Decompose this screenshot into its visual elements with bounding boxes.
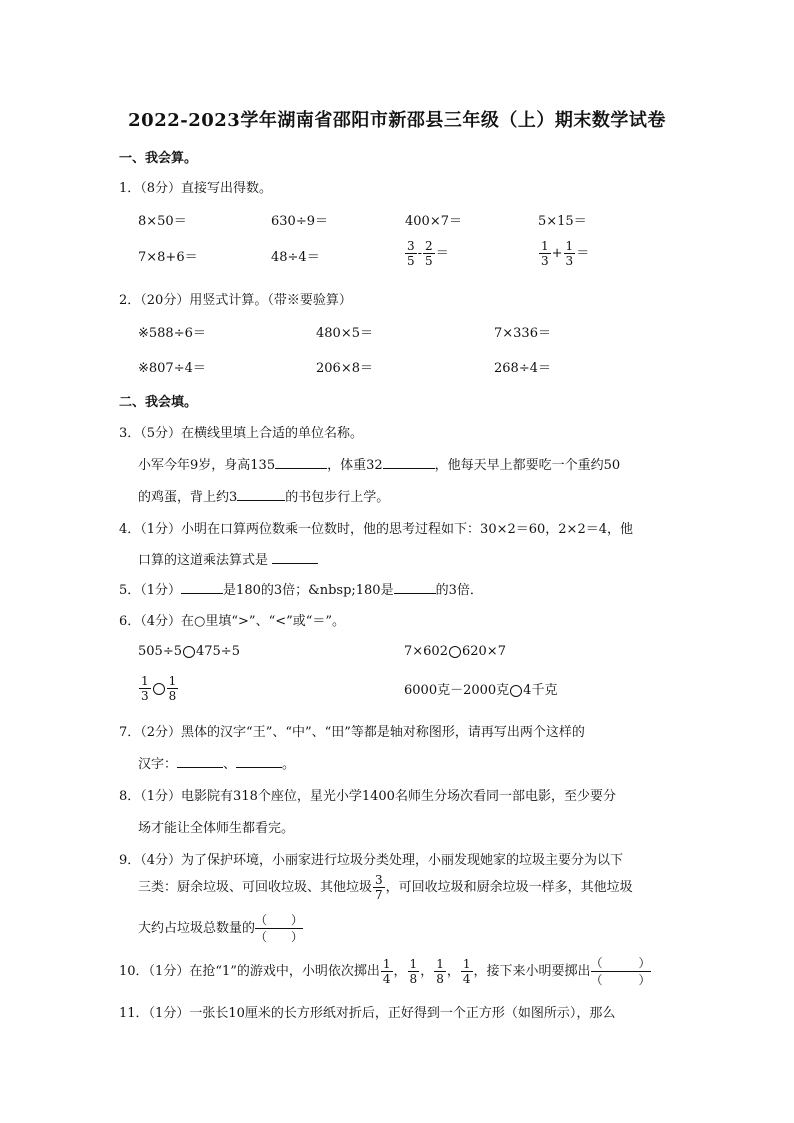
fraction: $\frac{3}{7}$ xyxy=(375,873,383,902)
answer-blank[interactable] xyxy=(237,488,285,501)
question-3-line-2: 的鸡蛋，背上约3 的书包步行上学。 xyxy=(138,490,390,505)
compare-circle[interactable] xyxy=(153,683,165,695)
question-2-heading: 2．（20分）用竖式计算。（带※要验算） xyxy=(119,293,352,308)
question-4-line-2: 口算的这道乘法算式是 xyxy=(138,549,318,568)
fraction: $\frac{1}{8}$ xyxy=(436,957,444,986)
answer-blank[interactable] xyxy=(181,581,223,594)
question-8-line-1: 8．（1分）电影院有318个座位，星光小学1400名师生分场次看同一部电影，至少要分 xyxy=(119,789,616,804)
section-heading-1: 一、我会算。 xyxy=(119,151,198,166)
compare-circle[interactable] xyxy=(510,685,522,697)
answer-blank[interactable] xyxy=(177,755,223,768)
answer-blank[interactable] xyxy=(236,755,282,768)
fraction: $\frac{1}{3}$ xyxy=(565,239,574,268)
fraction: $\frac{1}{4}$ xyxy=(382,957,391,986)
question-9-line-2: 三类：厨余垃圾、可回收垃圾、其他垃圾 $\frac{3}{7}$ ，可回收垃圾和厨余垃圾一样多，其他垃圾 xyxy=(138,873,633,902)
q6-compare: 6000克－2000克 4千克 xyxy=(404,683,558,698)
question-7-line-1: 7．（2分）黑体的汉字“王”、“中”、“田”等都是轴对称图形，请再写出两个这样的 xyxy=(119,725,585,740)
answer-blank[interactable] xyxy=(394,581,436,594)
q1-item: 400×7＝ xyxy=(405,214,462,229)
q6-compare: 505÷5 475÷5 xyxy=(138,644,240,659)
question-1-heading: 1．（8分）直接写出得数。 xyxy=(119,181,273,196)
question-11-line-1: 11．（1分）一张长10厘米的长方形纸对折后，正好得到一个正方形（如图所示），那么 xyxy=(119,1006,616,1021)
q1-item: 7×8+6＝ xyxy=(138,250,198,265)
q6-compare: 7×602 620×7 xyxy=(404,644,506,659)
page-title: 2022-2023学年湖南省邵阳市新邵县三年级（上）期末数学试卷 xyxy=(128,110,666,131)
q2-item: ※807÷4＝ xyxy=(138,361,206,376)
q2-item: 480×5＝ xyxy=(316,326,373,341)
fraction: $\frac{1}{4}$ xyxy=(462,957,471,986)
answer-blank[interactable] xyxy=(272,551,318,564)
question-3-heading: 3．（5分）在横线里填上合适的单位名称。 xyxy=(119,426,364,441)
question-10: 10．（1分）在抢“1”的游戏中，小明依次掷出 $\frac{1}{4}$ ， $\frac{1}{8}$ ， $\frac{1}{8}$ ， $\frac{1}{4}$ ，接下来小明要掷出 （ ） （ ） xyxy=(119,956,651,987)
question-6-heading: 6．（4分）在○里填“>”、“<”或“＝”。 xyxy=(119,614,346,629)
fraction: $\frac{3}{5}$ xyxy=(407,239,415,268)
question-8-line-2: 场才能让全体师生都看完。 xyxy=(138,821,295,836)
fraction: $\frac{2}{5}$ xyxy=(425,239,433,268)
q2-item: 7×336＝ xyxy=(494,326,551,341)
question-3-line-1: 小军今年9岁，身高135 ，体重32 ，他每天早上都要吃一个重约50 xyxy=(138,458,621,473)
q1-fraction-subtraction: $\frac{3}{5}$ - $\frac{2}{5}$ ＝ xyxy=(407,239,449,268)
q1-item: 5×15＝ xyxy=(538,214,587,229)
answer-blank[interactable] xyxy=(383,456,435,469)
q2-item: ※588÷6＝ xyxy=(138,326,206,341)
fraction: $\frac{1}{8}$ xyxy=(409,957,418,986)
compare-circle[interactable] xyxy=(449,646,461,658)
answer-blank[interactable] xyxy=(275,456,327,469)
q1-item: 630÷9＝ xyxy=(271,214,328,229)
compare-circle[interactable] xyxy=(183,646,195,658)
fraction: $\frac{1}{3}$ xyxy=(141,674,149,703)
q6-compare-fractions xyxy=(138,675,179,702)
answer-fraction-blank[interactable]: （ ） （ ） xyxy=(255,913,304,944)
q2-item: 268÷4＝ xyxy=(494,361,551,376)
question-4-line-1: 4．（1分）小明在口算两位数乘一位数时，他的思考过程如下：30×2＝60，2×2＝4，他 xyxy=(119,522,633,537)
q1-item: 48÷4＝ xyxy=(271,250,320,265)
q1-item: 8×50＝ xyxy=(138,214,187,229)
section-heading-2: 二、我会填。 xyxy=(119,395,198,410)
question-5: 5．（1分） 是180的3倍；&nbsp;180是 的3倍． xyxy=(119,583,483,598)
q2-item: 206×8＝ xyxy=(316,361,373,376)
fraction: $\frac{1}{8}$ xyxy=(168,674,177,703)
answer-fraction-blank[interactable]: （ ） （ ） xyxy=(590,956,651,987)
q1-fraction-addition: $\frac{1}{3}$ + $\frac{1}{3}$ ＝ xyxy=(541,239,590,268)
question-7-line-2: 汉字： 、 。 xyxy=(138,757,296,772)
fraction: $\frac{1}{3}$ xyxy=(541,239,549,268)
question-9-line-1: 9．（4分）为了保护环境，小丽家进行垃圾分类处理，小丽发现她家的垃圾主要分为以下 xyxy=(119,853,624,868)
question-9-line-3: 大约占垃圾总数量的 （ ） （ ） xyxy=(138,913,304,944)
